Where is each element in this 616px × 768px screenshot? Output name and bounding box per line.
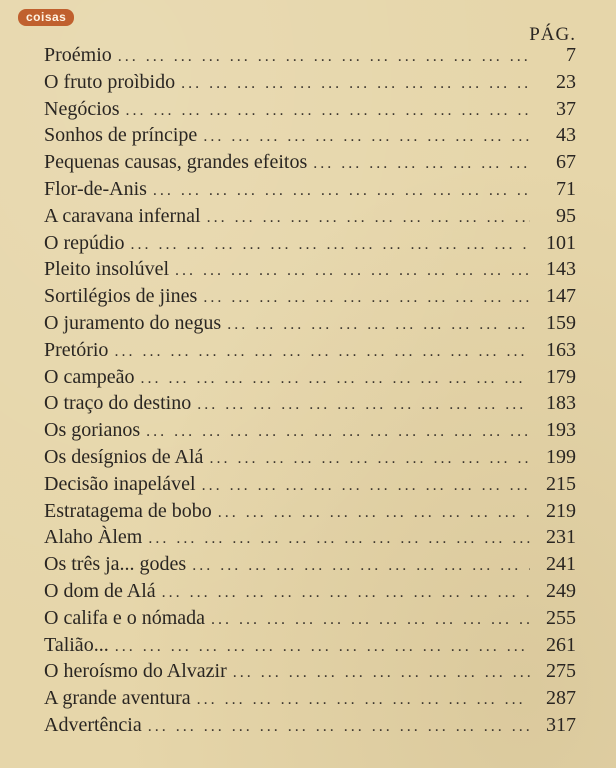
toc-entry-title: Os três ja... godes	[44, 553, 187, 576]
toc-entry-page: 95	[556, 204, 576, 227]
toc-entry-title: O dom de Alá	[44, 579, 156, 602]
toc-entry	[44, 498, 576, 525]
dot-leader	[181, 71, 530, 98]
toc-entry-title: A caravana infernal	[44, 204, 201, 227]
toc-entry	[44, 122, 576, 149]
toc-entry	[44, 337, 576, 364]
dot-leader	[192, 553, 530, 580]
toc-entry-page: 249	[546, 579, 576, 602]
toc-entry-page: 23	[556, 70, 576, 93]
toc-entry-title: O juramento do negus	[44, 311, 222, 334]
toc-entry-page: 199	[546, 445, 576, 468]
toc-entry-title: Proémio	[44, 44, 112, 66]
toc-entry-title: O campeão	[44, 365, 135, 388]
toc-entry	[44, 685, 576, 712]
dot-leader	[118, 44, 530, 71]
dot-leader	[162, 580, 530, 607]
toc-entry-page: 7	[566, 44, 576, 66]
toc-entry-title: A grande aventura	[44, 687, 191, 710]
toc-entry-page: 231	[546, 526, 576, 549]
toc-entry	[44, 471, 576, 498]
dot-leader	[141, 366, 530, 393]
toc-entry	[44, 176, 576, 203]
toc-entry-page: 159	[546, 311, 576, 334]
toc-entry-page: 287	[546, 687, 576, 710]
toc-entry-page: 143	[546, 258, 576, 281]
toc-entry	[44, 578, 576, 605]
toc-entry-title: Estratagema de bobo	[44, 499, 212, 522]
toc-entry	[44, 96, 576, 123]
toc-entry-title: Sonhos de príncipe	[44, 124, 198, 147]
dot-leader	[203, 285, 530, 312]
dot-leader	[114, 339, 530, 366]
toc-entry-title: Pleito insolúvel	[44, 258, 169, 281]
dot-leader	[131, 232, 530, 259]
page-column-header: PÁG.	[529, 24, 576, 45]
toc-entry-title: Os gorianos	[44, 419, 141, 442]
dot-leader	[203, 124, 530, 151]
toc-entry-title: O heroísmo do Alvazir	[44, 660, 227, 683]
toc-entry	[44, 149, 576, 176]
toc-entry	[44, 364, 576, 391]
toc-entry-page: 275	[546, 660, 576, 683]
watermark-logo: coisas	[18, 9, 74, 26]
toc-entry-page: 241	[546, 553, 576, 576]
toc-entry	[44, 203, 576, 230]
toc-entry-page: 183	[546, 392, 576, 415]
toc-entry	[44, 390, 576, 417]
toc-entry-page: 163	[546, 338, 576, 361]
toc-entry-title: Os desígnios de Alá	[44, 445, 204, 468]
dot-leader	[153, 178, 530, 205]
toc-entry-title: Alaho Àlem	[44, 526, 143, 549]
toc-entry-page: 43	[556, 124, 576, 147]
toc-entry-page: 101	[546, 231, 576, 254]
toc-entry-title: O fruto proìbido	[44, 70, 176, 93]
toc-entry	[44, 712, 576, 739]
toc-entry-title: O traço do destino	[44, 392, 192, 415]
toc-entry	[44, 283, 576, 310]
toc-entry	[44, 658, 576, 685]
toc-entry	[44, 256, 576, 283]
toc-entry-title: O repúdio	[44, 231, 125, 254]
dot-leader	[207, 205, 530, 232]
dot-leader	[211, 607, 530, 634]
toc-entry-page: 255	[546, 606, 576, 629]
toc-entry-title: Talião...	[44, 633, 109, 656]
toc-entry	[44, 605, 576, 632]
table-of-contents	[44, 42, 576, 739]
toc-entry-page: 179	[546, 365, 576, 388]
dot-leader	[126, 98, 530, 125]
toc-entry	[44, 632, 576, 659]
dot-leader	[218, 500, 530, 527]
toc-entry-page: 219	[546, 499, 576, 522]
dot-leader	[175, 258, 530, 285]
dot-leader	[148, 526, 530, 553]
dot-leader	[209, 446, 530, 473]
toc-entry-title: Flor-de-Anis	[44, 177, 147, 200]
toc-entry-page: 317	[546, 713, 576, 736]
dot-leader	[202, 473, 530, 500]
dot-leader	[197, 392, 530, 419]
toc-entry	[44, 230, 576, 257]
toc-entry-title: Negócios	[44, 97, 120, 120]
toc-entry	[44, 310, 576, 337]
dot-leader	[313, 151, 530, 178]
dot-leader	[115, 634, 530, 661]
toc-entry-page: 147	[546, 285, 576, 308]
dot-leader	[233, 660, 530, 687]
dot-leader	[146, 419, 530, 446]
toc-entry-title: Decisão inapelável	[44, 472, 196, 495]
toc-entry	[44, 42, 576, 69]
toc-entry-page: 37	[556, 97, 576, 120]
toc-entry	[44, 524, 576, 551]
dot-leader	[197, 687, 530, 714]
toc-entry	[44, 551, 576, 578]
toc-entry	[44, 417, 576, 444]
toc-entry-title: O califa e o nómada	[44, 606, 206, 629]
toc-entry-title: Pretório	[44, 338, 109, 361]
toc-entry-page: 215	[546, 472, 576, 495]
toc-entry-title: Pequenas causas, grandes efeitos	[44, 151, 308, 174]
toc-entry-title: Sortilégios de jines	[44, 285, 198, 308]
toc-entry-page: 67	[556, 151, 576, 174]
toc-entry	[44, 69, 576, 96]
toc-entry-page: 193	[546, 419, 576, 442]
toc-entry-page: 261	[546, 633, 576, 656]
toc-entry-title: Advertência	[44, 713, 142, 736]
toc-entry	[44, 444, 576, 471]
toc-entry-page: 71	[556, 177, 576, 200]
dot-leader	[227, 312, 530, 339]
dot-leader	[148, 714, 530, 741]
